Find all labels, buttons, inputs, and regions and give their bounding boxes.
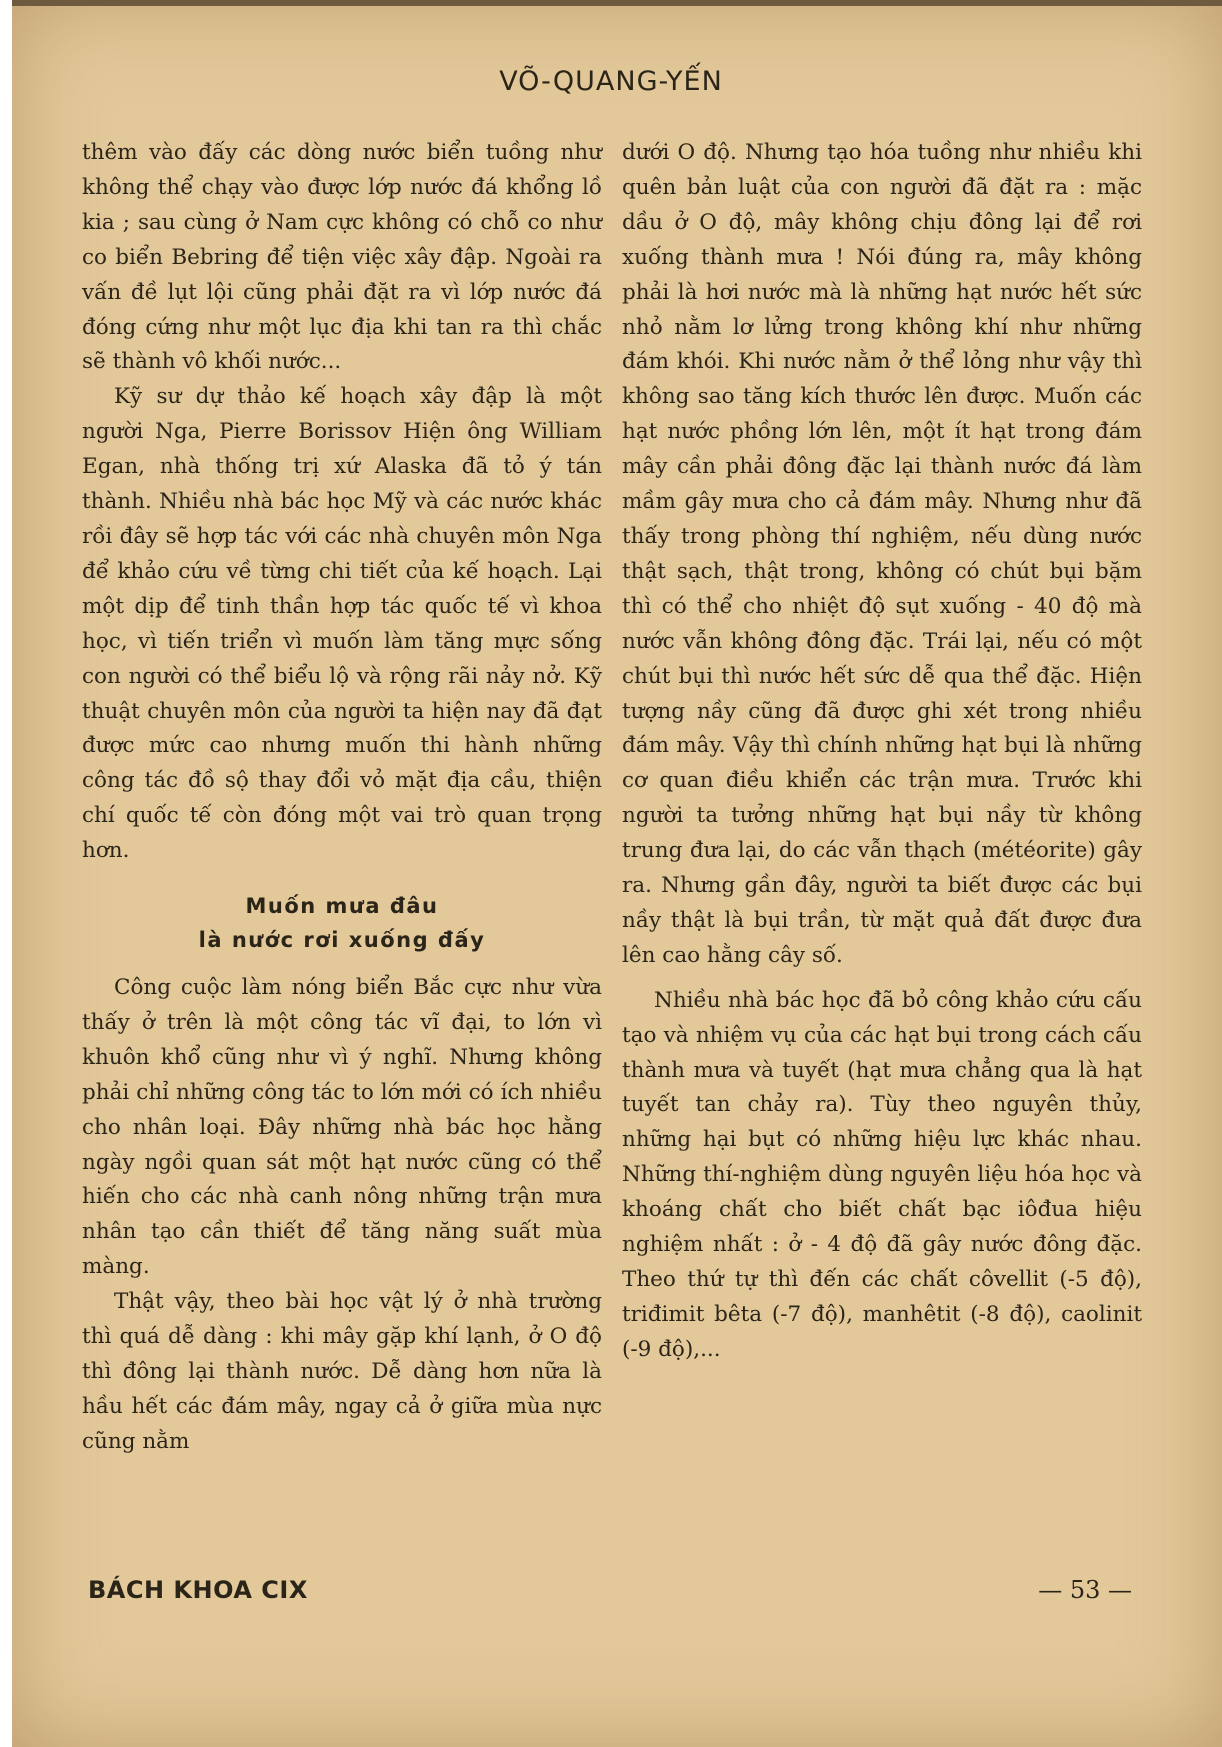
footer-publication: BÁCH KHOA CIX bbox=[88, 1576, 308, 1604]
footer-page-number: — 53 — bbox=[1038, 1576, 1132, 1604]
body-paragraph: Nhiều nhà bác học đã bỏ công khảo cứu cấu tạo và nhiệm vụ của các hạt bụi trong cách cấu thành mưa và tuyết (hạt mưa chẳng qua là hạt tuyết tan chảy ra). Tùy theo nguyên thủy, những hại bụt có những hiệu lực khác nhau. Những thí-nghiệm dùng nguyên liệu hóa học và khoáng chất cho biết chất bạc iôđua hiệu nghiệm nhất : ở - 4 độ đã gây nước đông đặc. Theo thứ tự thì đến các chất côvellit (-5 độ), triđimit bêta (-7 độ), manhêtit (-8 độ), caolinit (-9 độ),... bbox=[622, 987, 1142, 1362]
body-paragraph: Kỹ sư dự thảo kế hoạch xây đập là một người Nga, Pierre Borissov Hiện ông William Egan, nhà thống trị xứ Alaska đã tỏ ý tán thành. Nhiều nhà bác học Mỹ và các nước khác rồi đây sẽ hợp tác với các nhà chuyên môn Nga để khảo cứu về từng chi tiết của kế hoạch. Lại một dịp để tinh thần hợp tác quốc tế vì khoa học, vì tiến triển vì muốn làm tăng mực sống con người có thể biểu lộ và rộng rãi nảy nở. Kỹ thuật chuyên môn của người ta hiện nay đã đạt được mức cao nhưng muốn thi hành những công tác đồ sộ thay đổi vỏ mặt địa cầu, thiện chí quốc tế còn đóng một vai trò quan trọng hơn. bbox=[82, 384, 602, 864]
right-column bbox=[622, 136, 1142, 1368]
body-paragraph: thêm vào đấy các dòng nước biển tuồng như không thể chạy vào được lớp nước đá khổng lồ kia ; sau cùng ở Nam cực không có chỗ co như co biển Bebring để tiện việc xây đập. Ngoài ra vấn đề lụt lội cũng phải đặt ra vì lớp nước đá đóng cứng như một lục địa khi tan ra thì chắc sẽ thành vô khối nước... bbox=[82, 140, 602, 375]
body-paragraph: dưới O độ. Nhưng tạo hóa tuồng như nhiều khi quên bản luật của con người đã đặt ra : mặc dầu ở O độ, mây không chịu đông lại để rơi xuống thành mưa ! Nói đúng ra, mây không phải là hơi nước mà là những hạt nước hết sức nhỏ nằm lơ lửng trong không khí như những đám khói. Khi nước nằm ở thể lỏng như vậy thì không sao tăng kích thước lên được. Muốn các hạt nước phồng lớn lên, một ít hạt trong đám mây cần phải đông đặc lại thành nước đá làm mầm gây mưa cho cả đám mây. Nhưng như đã thấy trong phòng thí nghiệm, nếu dùng nước thật sạch, thật trong, không có chút bụi bặm thì có thể cho nhiệt độ sụt xuống - 40 độ mà nước vẫn không đông đặc. Trái lại, nếu có một chút bụi thì nước hết sức dễ qua thể đặc. Hiện tượng nầy cũng đã được ghi xét trong nhiều đám mây. Vậy thì chính những hạt bụi là những cơ quan điều khiển các trận mưa. Trước khi người ta tưởng những hạt bụi nầy từ không trung đưa lại, do các vẫn thạch (météorite) gây ra. Nhưng gần đây, người ta biết được các bụi nầy thật là bụi trần, từ mặt quả đất được đưa lên cao hằng cây số. bbox=[622, 140, 1142, 968]
left-column bbox=[82, 136, 602, 1460]
page-top-edge bbox=[12, 0, 1222, 6]
body-paragraph: Thật vậy, theo bài học vật lý ở nhà trường thì quá dễ dàng : khi mây gặp khí lạnh, ở O độ thì đông lại thành nước. Dễ dàng hơn nữa là hầu hết các đám mây, ngay cả ở giữa mùa nực cũng nằm bbox=[82, 1289, 602, 1454]
section-heading bbox=[82, 889, 602, 957]
section-heading-line: Muốn mưa đâu bbox=[245, 894, 439, 919]
running-header-author: VÕ-QUANG-YẾN bbox=[499, 66, 723, 97]
body-paragraph: Công cuộc làm nóng biển Bắc cực như vừa thấy ở trên là một công tác vĩ đại, to lớn vì khuôn khổ cũng như vì ý nghĩ. Nhưng không phải chỉ những công tác to lớn mới có ích nhiều cho nhân loại. Đây những nhà bác học hằng ngày ngồi quan sát một hạt nước cũng có thể hiến cho các nhà canh nông những trận mưa nhân tạo cần thiết để tăng năng suất mùa màng. bbox=[82, 975, 602, 1280]
section-heading-line: là nước rơi xuống đấy bbox=[198, 928, 486, 953]
